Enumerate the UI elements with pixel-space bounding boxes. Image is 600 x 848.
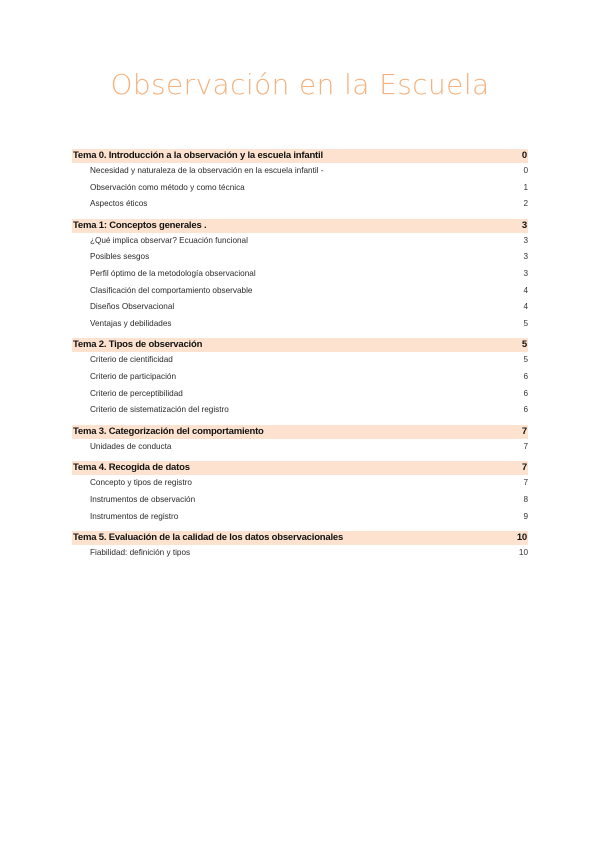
- toc-entry[interactable]: [72, 545, 528, 562]
- toc-section-header[interactable]: [72, 531, 528, 545]
- toc-entry-page: 3: [523, 252, 528, 262]
- toc-section-tema-3: [72, 425, 528, 456]
- toc-section-header[interactable]: [72, 338, 528, 352]
- toc-entry-page: 1: [523, 182, 528, 192]
- toc-entry-page: 9: [523, 511, 528, 521]
- toc-entry-page: 2: [523, 199, 528, 209]
- toc-entry[interactable]: [72, 283, 528, 300]
- toc-entry-label: Necesidad y naturaleza de la observación en la escuela infantil -: [90, 166, 324, 175]
- toc-entry[interactable]: [72, 299, 528, 316]
- toc-entry-page: 5: [523, 355, 528, 365]
- toc-section-page: 0: [521, 150, 527, 161]
- toc-entry-page: 6: [523, 405, 528, 415]
- toc-section-title: Tema 3. Categorización del comportamiento: [73, 425, 264, 437]
- toc-entry-label: Criterio de perceptibilidad: [90, 388, 183, 398]
- toc-entry-label: Aspectos éticos: [90, 199, 148, 209]
- toc-section-title: Tema 5. Evaluación de la calidad de los datos observacionales: [73, 532, 344, 544]
- toc-entry-label: Clasificación del comportamiento observable: [90, 285, 253, 295]
- toc-entry[interactable]: [72, 402, 528, 419]
- toc-entry-label: Observación como método y como técnica: [90, 182, 245, 192]
- toc-entry[interactable]: [72, 316, 528, 333]
- toc-entry[interactable]: [72, 509, 528, 526]
- toc-section-title: Tema 1: Conceptos generales .: [73, 219, 207, 231]
- toc-entry-label: Instrumentos de observación: [90, 494, 196, 504]
- toc-entry-page: 4: [523, 302, 528, 312]
- toc-entry[interactable]: [72, 492, 528, 509]
- toc-entry-page: 8: [523, 494, 528, 504]
- toc-entry-label: Ventajas y debilidades: [90, 318, 172, 328]
- toc-entry-page: 5: [523, 318, 528, 328]
- toc-entry[interactable]: [72, 475, 528, 492]
- toc-entry-page: 4: [523, 285, 528, 295]
- toc-section-header[interactable]: [72, 425, 528, 439]
- toc-entry[interactable]: [72, 180, 528, 197]
- table-of-contents: [72, 149, 528, 568]
- toc-section-page: 7: [521, 425, 527, 437]
- toc-entry[interactable]: [72, 249, 528, 266]
- toc-section-tema-5: [72, 531, 528, 562]
- toc-entry[interactable]: [72, 233, 528, 250]
- toc-entry[interactable]: [72, 386, 528, 403]
- toc-entry[interactable]: [72, 163, 528, 180]
- toc-entry-page: 7: [523, 478, 528, 488]
- toc-entry-label: Criterio de sistematización del registro: [90, 405, 229, 415]
- toc-entry-page: 6: [523, 371, 528, 381]
- toc-section-title: Tema 2. Tipos de observación: [73, 339, 203, 351]
- toc-entry-label: Concepto y tipos de registro: [90, 478, 192, 488]
- toc-section-title: Tema 4. Recogida de datos: [73, 462, 190, 474]
- toc-entry-label: Fiabilidad: definición y tipos: [90, 548, 191, 558]
- toc-section-header[interactable]: [72, 149, 528, 163]
- toc-entry-label: ¿Qué implica observar? Ecuación funcional: [90, 235, 248, 245]
- page-title: Observación en la Escuela: [110, 68, 490, 101]
- toc-entry[interactable]: [72, 266, 528, 283]
- toc-entry-label: Diseños Observacional: [90, 302, 175, 312]
- toc-entry-label: Instrumentos de registro: [90, 511, 179, 521]
- toc-entry-page: 3: [523, 268, 528, 278]
- toc-entry-page: 3: [523, 235, 528, 245]
- toc-entry[interactable]: [72, 439, 528, 456]
- toc-section-header[interactable]: [72, 461, 528, 475]
- toc-entry-label: Criterio de participación: [90, 371, 177, 381]
- toc-section-page: 5: [521, 339, 527, 351]
- toc-entry-label: Unidades de conducta: [90, 441, 172, 451]
- toc-entry-label: Criterio de cientificidad: [90, 355, 173, 365]
- toc-section-tema-4: [72, 461, 528, 525]
- toc-section-tema-2: [72, 338, 528, 418]
- toc-section-page: 3: [521, 219, 527, 231]
- toc-entry-page: 6: [523, 388, 528, 398]
- toc-entry-label: Perfil óptimo de la metodología observacional: [90, 268, 256, 278]
- toc-entry[interactable]: [72, 352, 528, 369]
- toc-entry-page: 7: [523, 441, 528, 451]
- toc-section-tema-1: [72, 219, 528, 333]
- toc-entry-label: Posibles sesgos: [90, 252, 150, 262]
- toc-entry[interactable]: [72, 196, 528, 213]
- toc-section-page: 10: [516, 532, 527, 544]
- toc-section-page: 7: [521, 462, 527, 474]
- toc-section-header[interactable]: [72, 219, 528, 233]
- toc-section-title: Tema 0. Introducción a la observación y la escuela infantil: [73, 150, 323, 161]
- toc-entry[interactable]: [72, 369, 528, 386]
- toc-entry-page: 0: [523, 166, 528, 175]
- toc-section-tema-0: [72, 149, 528, 213]
- toc-entry-page: 10: [518, 548, 528, 558]
